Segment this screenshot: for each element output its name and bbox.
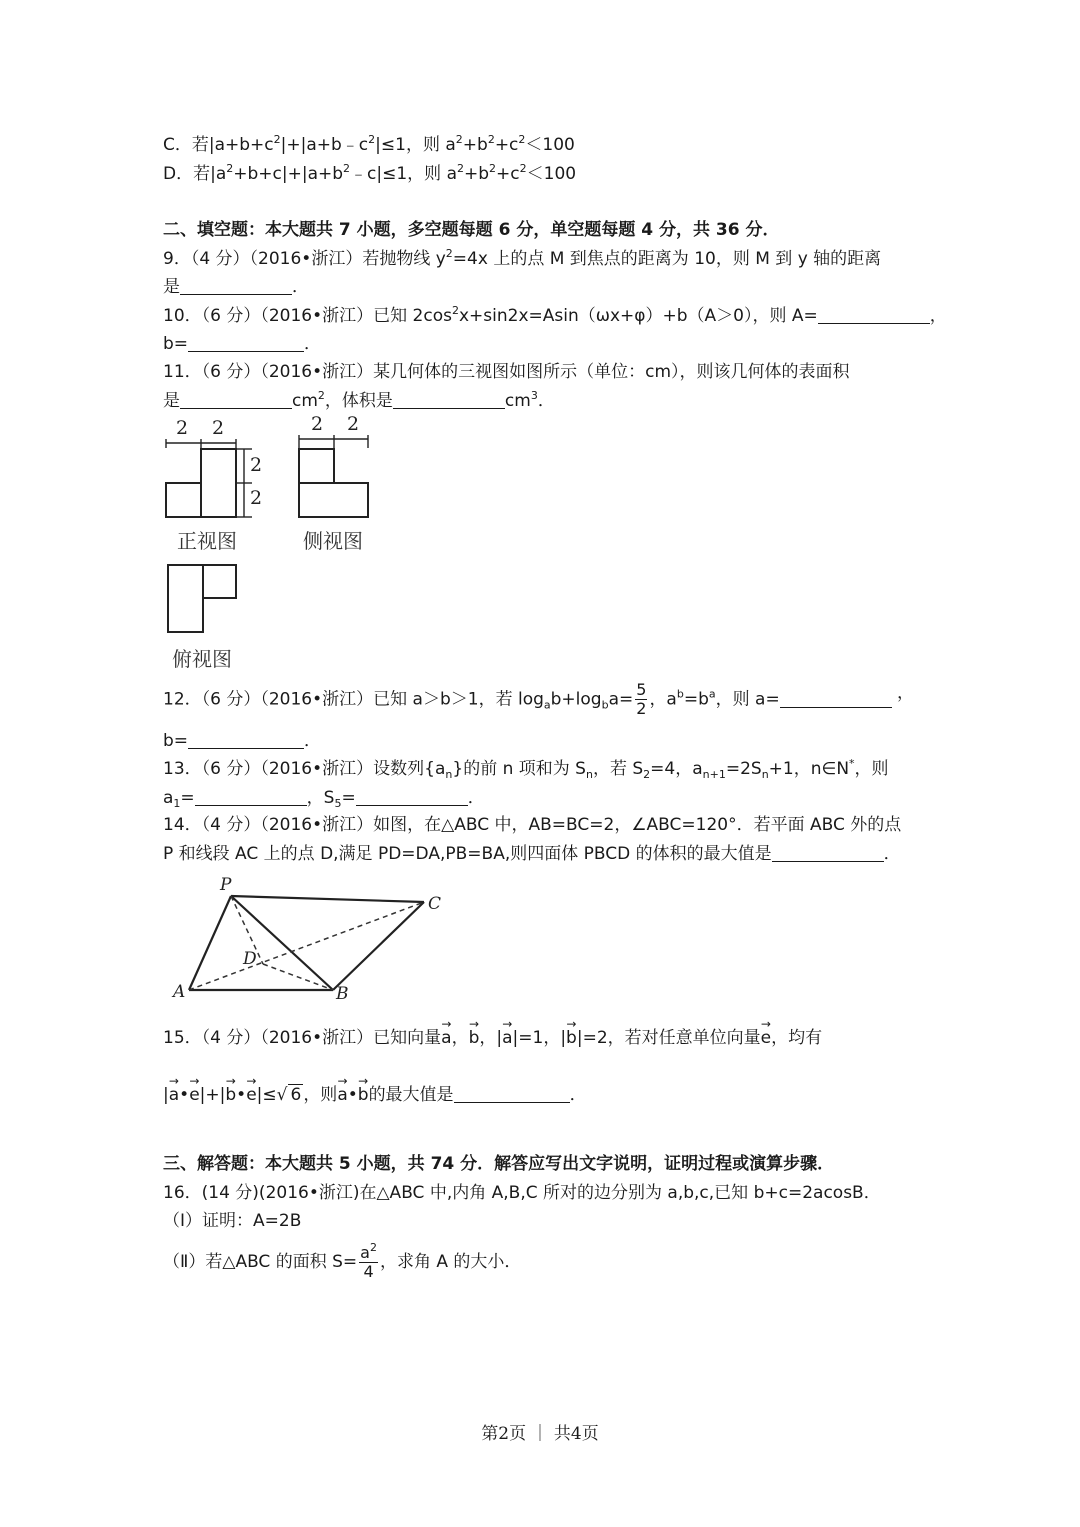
edge-PC [231,896,424,902]
question-10-line-2: b= ． [163,334,322,354]
dim-label: 2 [176,417,189,439]
page-footer: 第2页 ｜ 共4页 [481,1424,599,1444]
section-heading-solutions: 三、解答题：本大题共 5 小题，共 74 分．解答应写出文字说明，证明过程或演算步骤． [163,1154,835,1174]
vector-a: → a [441,1026,451,1050]
answer-blank[interactable] [454,1085,570,1103]
sqrt-six: 6 [290,1085,302,1105]
edge-BC [333,902,424,990]
answer-blank[interactable] [188,334,304,352]
question-15-line-2: |→ a•→ e|+|→ b•→ e|≤√ 6 ，则→ a•→ b的最大值是 ． [163,1083,587,1107]
vector-a: → a [502,1026,512,1050]
question-14-line-2: P 和线段 AC 上的点 D,满足 PD=DA,PB=BA,则四面体 PBCD 的体积的最大值是 ． [163,844,901,864]
answer-blank[interactable] [195,788,307,806]
answer-blank[interactable] [180,277,292,295]
question-13-line-2: $a_1=$ ，$S_5=$ ． [163,788,485,810]
question-16-line-1: 16．(14 分)(2016•浙江)在△ABC 中,内角 A,B,C 所对的边分别为 a,b,c,已知 b+c=2acosB． [163,1183,881,1203]
front-view-right-box [201,449,236,517]
point-label-A: A [173,982,186,1002]
top-view-right-box [203,565,236,598]
question-9-line-1: 9．（4 分）（2016•浙江）若抛物线 $y^2=4x$ 上的点 M 到焦点的距离为 10，则 M 到 y 轴的距离 [163,247,882,269]
answer-blank[interactable] [180,391,292,409]
dim-label: 2 [347,413,360,435]
dim-label: 2 [212,417,225,439]
point-label-C: C [428,894,442,914]
tetrahedron-figure [160,870,460,1010]
answer-blank[interactable] [780,690,892,708]
question-15-line-1: 15．（4 分）（2016•浙江）已知向量→ a，→ b，|→ a|=1，|→ b|=2，若对任意单位向量→ e，均有 [163,1026,822,1050]
side-view-top-box [299,449,334,483]
question-16-part-1: （Ⅰ）证明：A=2B [163,1211,302,1231]
front-view-caption: 正视图 [177,529,237,553]
answer-blank[interactable] [356,788,468,806]
fraction-five-halves: $\frac{5}{2}$ [636,680,647,718]
answer-blank[interactable] [818,306,930,324]
section-heading-fill-in: 二、填空题：本大题共 7 小题，多空题每题 6 分，单空题每题 4 分，共 36 分． [163,220,780,240]
answer-blank[interactable] [393,391,505,409]
three-view-figure [160,410,380,675]
question-10-line-1: 10．（6 分）（2016•浙江）已知 $2\cos^2x+\sin 2x=Asin(\omega x+\varphi)+b(A>0)$，则 A= ， [163,304,947,326]
vector-b: → b [566,1026,577,1050]
top-view-caption: 俯视图 [172,647,232,671]
vector-b: → b [469,1026,480,1050]
question-11-line-2: 是 $cm^2$，体积是 $cm^3$． [163,389,555,411]
side-view-bottom-box [299,483,368,517]
vector-e: → e [761,1026,771,1050]
dim-label: 2 [250,487,263,509]
fraction-a-squared-over-4: $\frac{a^2}{4}$ [360,1240,377,1281]
point-label-B: B [336,984,349,1004]
answer-blank[interactable] [188,731,304,749]
question-12-line-2: b= ． [163,731,322,751]
edge-DB-dashed [263,964,333,990]
option-d: D．若$|a^2+b+c|+|a+b^2﹣c|\le 1$，则 $a^2+b^2+c^2<100$ [163,162,577,184]
question-14-line-1: 14．（4 分）（2016•浙江）如图，在△ABC 中，AB=BC=2，∠ABC=120°．若平面 ABC 外的点 [163,815,902,835]
edge-AC-dashed [189,902,424,990]
question-12-line-1: 12．（6 分）（2016•浙江）已知 a＞b＞1，若 $\log_ab+\log_ba=$ $\frac{5}{2}$ ，$a^b=b^a$，则 a= ， [163,680,914,718]
top-view-left-box [168,565,203,632]
front-view-left-box [166,483,201,517]
point-label-P: P [220,875,232,895]
dim-label: 2 [311,413,324,435]
side-view-caption: 侧视图 [303,529,363,553]
edge-PB [231,896,333,990]
question-11-line-1: 11．（6 分）（2016•浙江）某几何体的三视图如图所示（单位：cm），则该几何体的表面积 [163,362,850,382]
answer-blank[interactable] [772,844,884,862]
point-label-D: D [243,949,257,969]
question-13-line-1: 13．（6 分）（2016•浙江）设数列$\{a_n\}$的前 n 项和为 $S_n$，若 $S_2=4$，$a_{n+1}=2S_n+1$，n∈N*，则 [163,757,889,781]
question-9-line-2: 是 ． [163,277,309,297]
option-c: C．若$|a+b+c^2|+|a+b﹣c^2|\le 1$，则 $a^2+b^2+c^2<100$ [163,133,575,155]
question-16-part-2: （Ⅱ）若△ABC 的面积 S= $\frac{a^2}{4}$ ，求角 A 的大小． [163,1240,522,1281]
dim-label: 2 [250,454,263,476]
